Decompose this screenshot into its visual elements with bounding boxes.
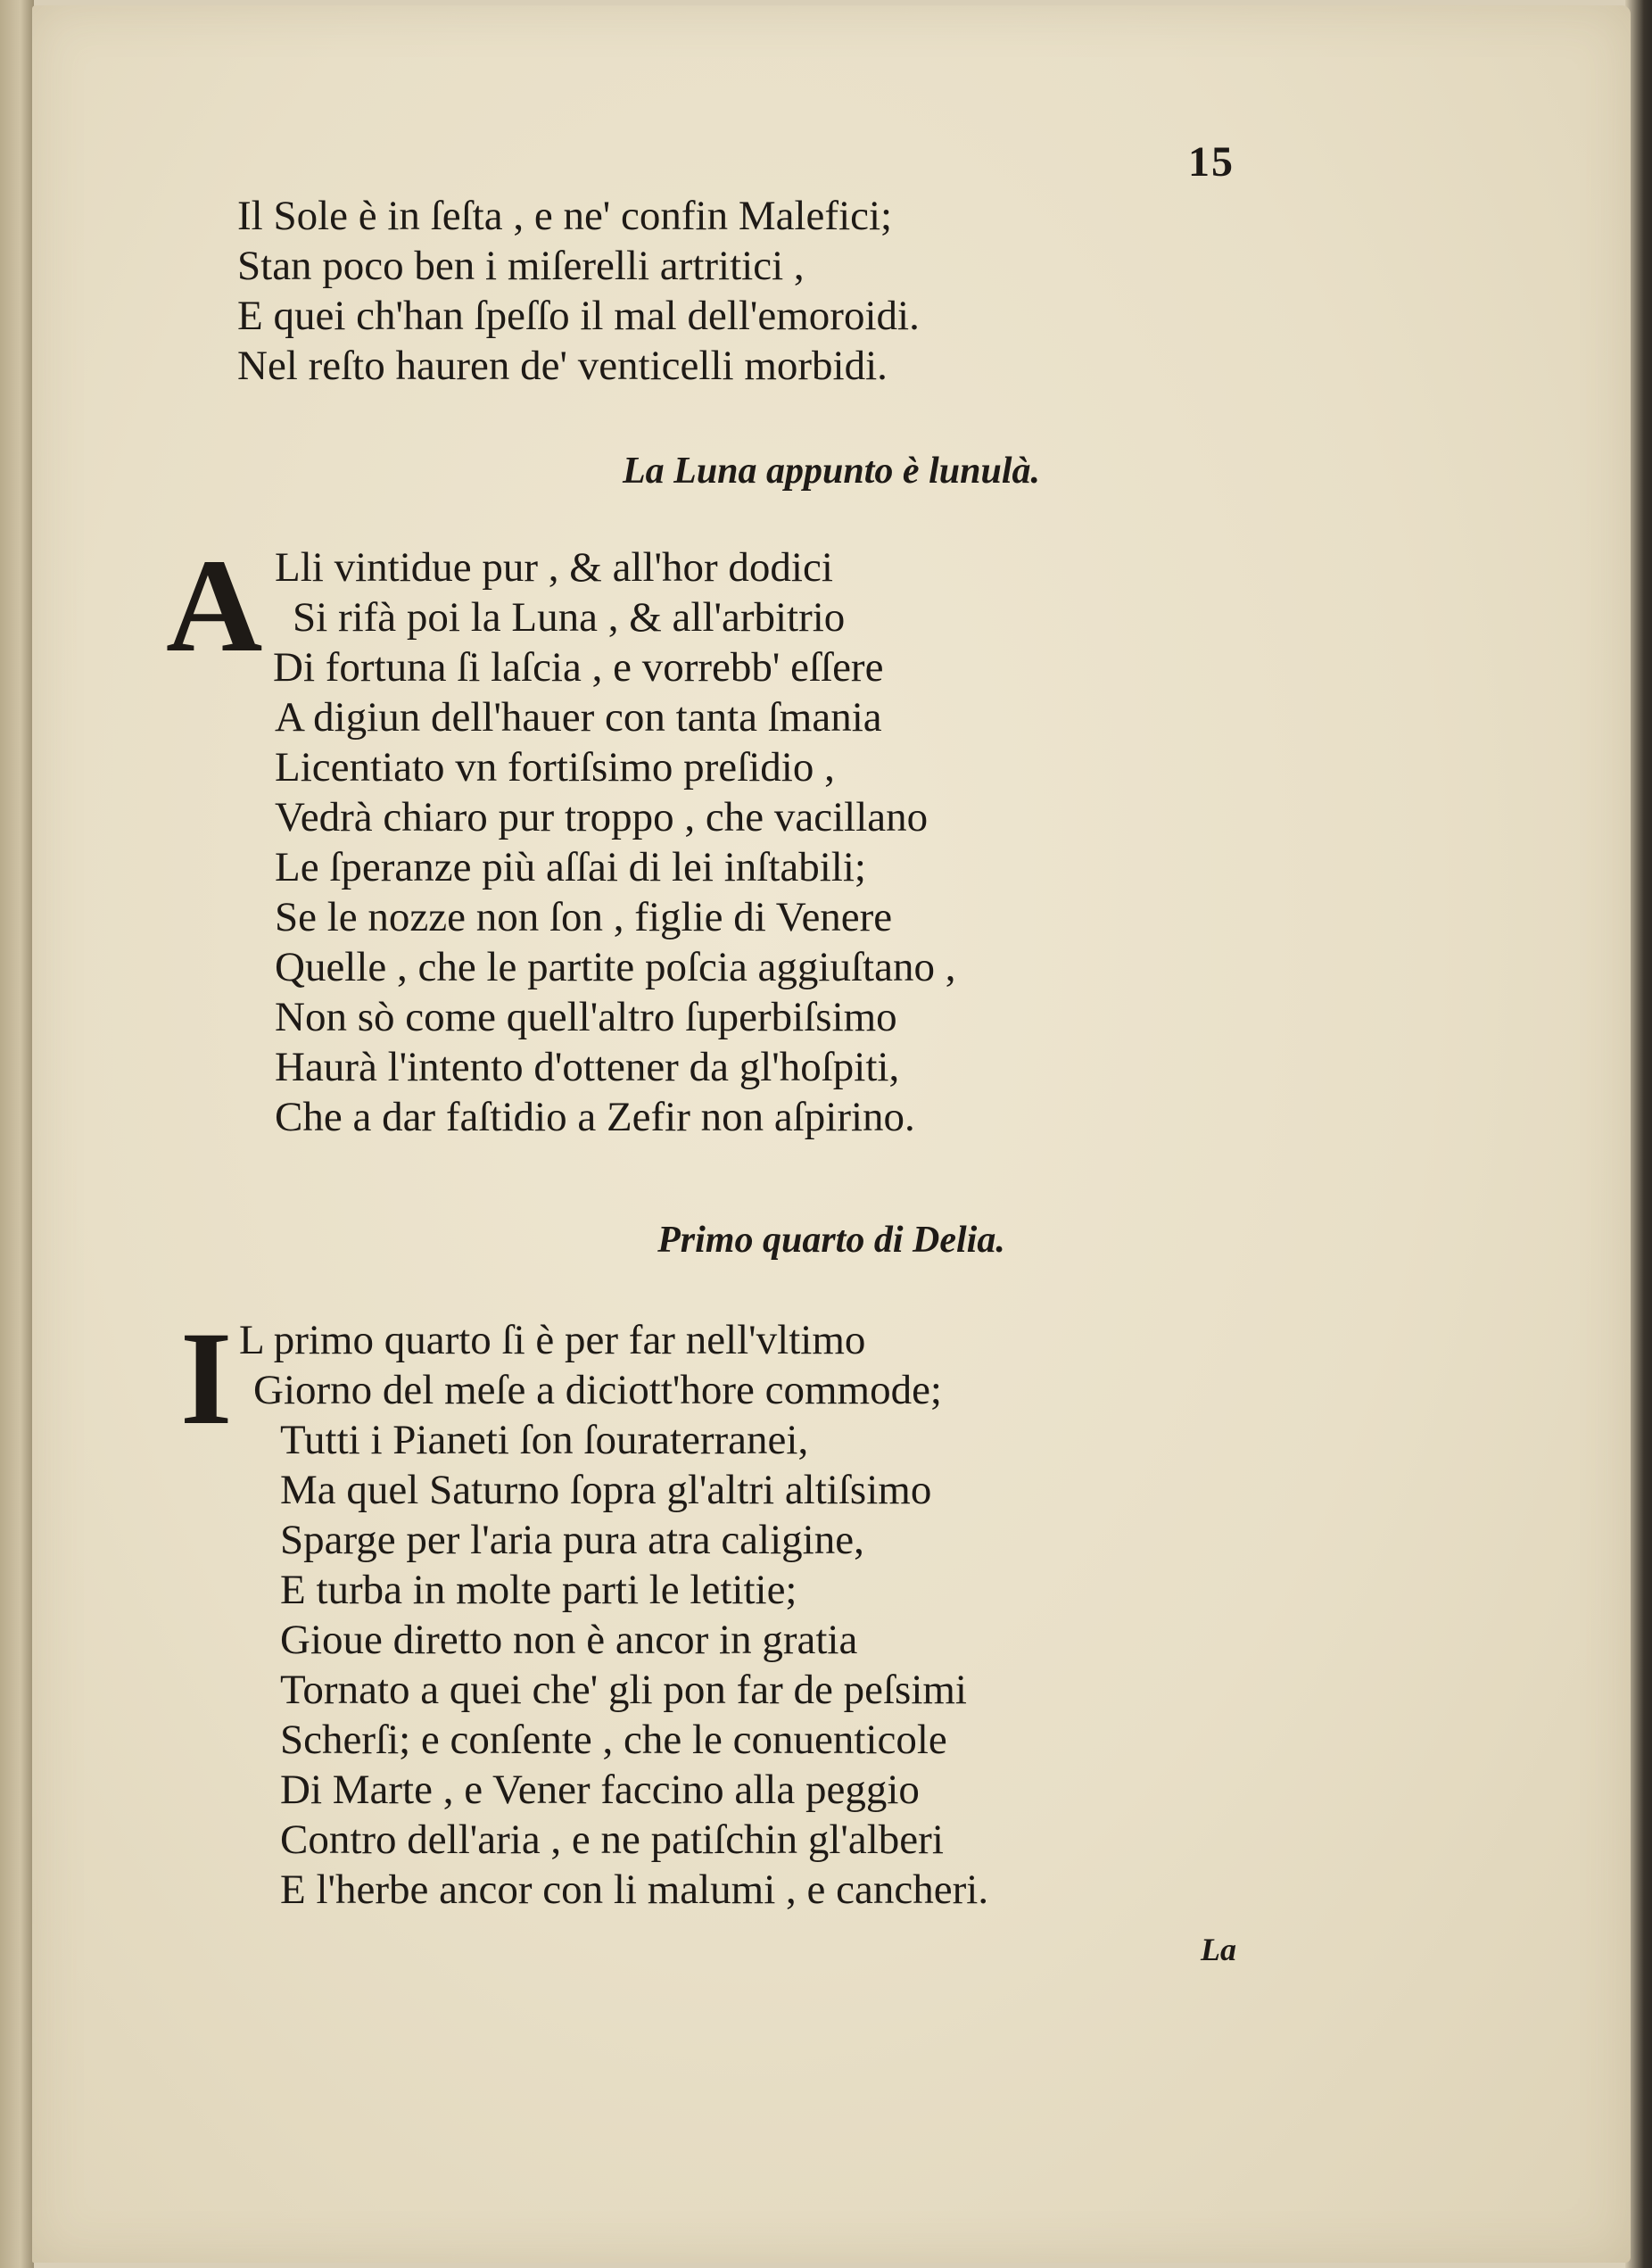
verse-line: Di fortuna ſi laſcia , e vorrebb' eſſere: [273, 644, 884, 691]
verse-line: Stan poco ben i miſerelli artritici ,: [237, 243, 805, 289]
verse-line: Il Sole è in ſeſta , e ne' confin Malefici;: [237, 193, 893, 239]
verse-line: A digiun dell'hauer con tanta ſmania: [275, 694, 882, 741]
stanza-luna: [275, 542, 955, 1142]
verse-line: E l'herbe ancor con li malumi , e cancheri.: [280, 1867, 989, 1913]
verse-line: Non sò come quell'altro ſuperbiſsimo: [275, 994, 897, 1040]
verse-line: E turba in molte parti le letitie;: [280, 1567, 797, 1613]
catchword: La: [1201, 1932, 1236, 1967]
verse-line: Haurà l'intento d'ottener da gl'hoſpiti,: [275, 1044, 900, 1090]
verse-line: Le ſperanze più aſſai di lei inſtabili;: [275, 844, 866, 890]
page-text: [32, 5, 1631, 2263]
verse-line: Se le nozze non ſon , figlie di Venere: [275, 894, 893, 940]
page-number: 15: [1188, 138, 1235, 186]
page-sheet: [32, 5, 1631, 2263]
verse-line: E quei ch'han ſpeſſo il mal dell'emoroidi.: [237, 293, 920, 339]
verse-line: Si rifà poi la Luna , & all'arbitrio: [293, 594, 846, 641]
previous-page-edge: [0, 0, 34, 2268]
drop-cap-a: A: [166, 532, 263, 680]
drop-cap-i: I: [180, 1304, 233, 1453]
verse-line: Nel reſto hauren de' venticelli morbidi.: [237, 343, 888, 389]
verse-line: Tornato a quei che' gli pon far de peſsimi: [280, 1667, 967, 1713]
verse-line: Licentiato vn fortiſsimo preſidio ,: [275, 744, 835, 790]
verse-line: Di Marte , e Vener faccino alla peggio: [280, 1767, 920, 1813]
verse-line: Contro dell'aria , e ne patiſchin gl'alberi: [280, 1817, 944, 1863]
verse-line: Scherſi; e conſente , che le conuenticole: [280, 1717, 947, 1763]
section-heading-delia: Primo quarto di Delia.: [657, 1220, 1005, 1261]
verse-line: Ma quel Saturno ſopra gl'altri altiſsimo: [280, 1467, 932, 1513]
verse-line: Sparge per l'aria pura atra caligine,: [280, 1517, 864, 1563]
verse-line: L primo quarto ſi è per far nell'vltimo: [239, 1317, 866, 1363]
verse-line: Tutti i Pianeti ſon ſouraterranei,: [280, 1417, 809, 1463]
verse-line: Che a dar faſtidio a Zefir non aſpirino.: [275, 1094, 915, 1140]
verse-line: Quelle , che le partite poſcia aggiuſtano ,: [275, 944, 956, 990]
verse-line: Giorno del meſe a diciott'hore commode;: [253, 1367, 942, 1413]
stanza-delia: [239, 1315, 988, 1915]
stanza-sun: [237, 191, 920, 391]
verse-line: Lli vintidue pur , & all'hor dodici: [275, 544, 833, 591]
verse-line: Vedrà chiaro pur troppo , che vacillano: [275, 794, 929, 840]
verse-line: Gioue diretto non è ancor in gratia: [280, 1617, 858, 1663]
section-heading-luna: La Luna appunto è lunulà.: [623, 451, 1040, 492]
